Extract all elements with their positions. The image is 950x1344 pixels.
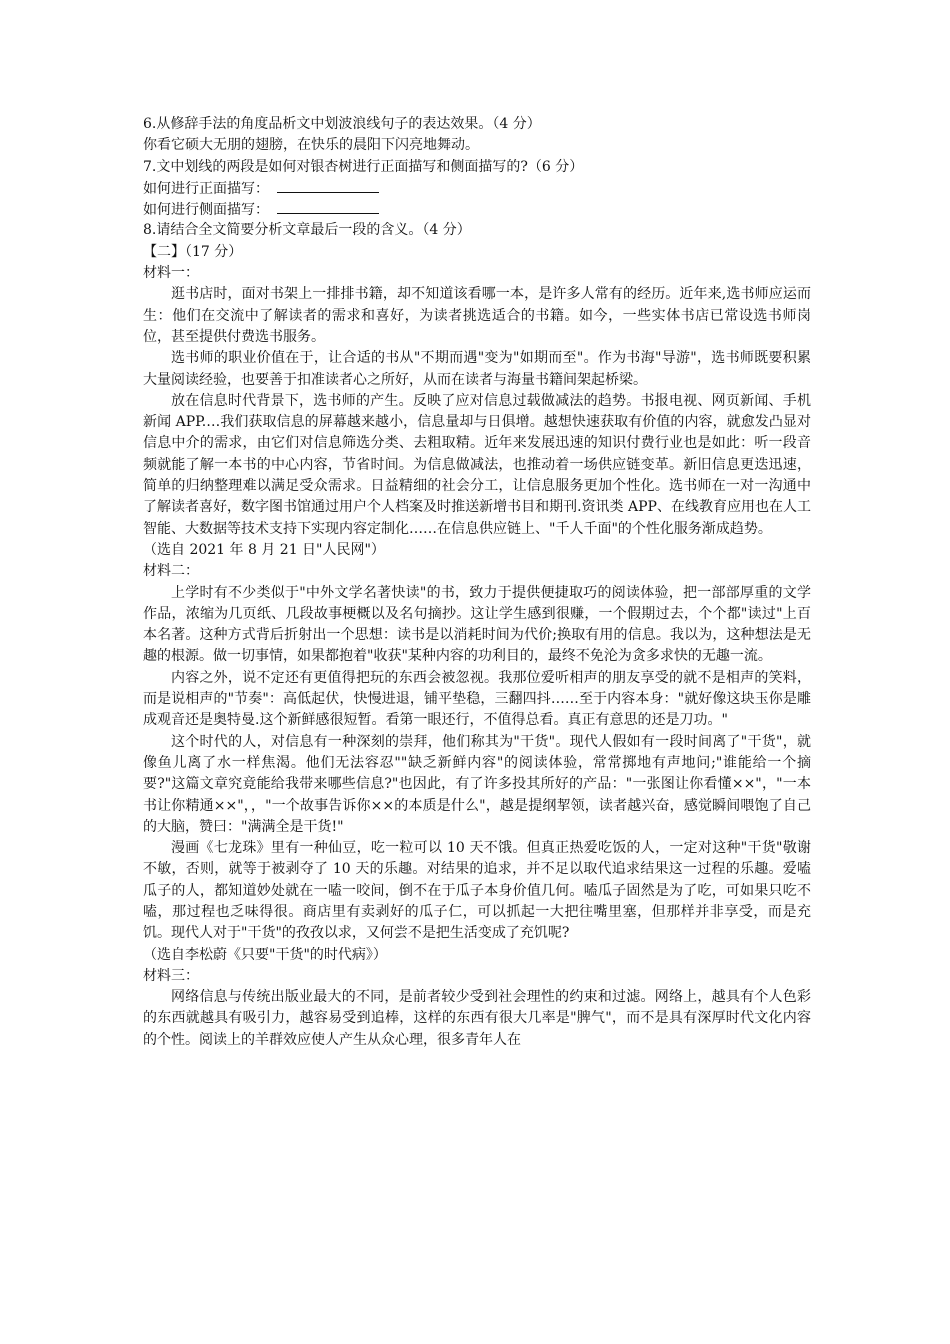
question-7-front-label: 如何进行正面描写： [143,180,269,197]
question-7: 7.文中划线的两段是如何对银杏树进行正面描写和侧面描写的?（6 分） [143,158,584,175]
material-2-paragraph: 这个时代的人，对信息有一种深刻的崇拜，他们称其为"干货"。现代人假如有一段时间离了"干货"，就像鱼儿离了水一样焦渴。他们无法容忍""缺乏新鲜内容"的阅读体验，常常掷地有声地问;"谁能给一个摘要?"这篇文章究竟能给我带来哪些信息?"也因此，有了许多投其所好的产品："一张图让你看懂××"，"一本书让你精通××"，，"一个故事告诉你××的本质是什么"，越是提纲挈领，读者越兴奋，感觉瞬间喂饱了自己的大脑，赞曰："满满全是干货!" [143,733,811,835]
section-header: 【二】（17 分） [143,243,243,260]
material-1-paragraph: 逛书店时，面对书架上一排排书籍，却不知道该看哪一本，是许多人常有的经历。近年来,选书师应运而生：他们在交流中了解读者的需求和喜好，为读者挑选适合的书籍。如今，一些实体书店已常设选书师岗位，甚至提供付费选书服务。 [143,286,811,345]
question-6: 6.从修辞手法的角度品析文中划波浪线句子的表达效果。（4 分） [143,116,541,132]
material-1-paragraph: 选书师的职业价值在于，让合适的书从"不期而遇"变为"如期而至"。作为书海"导游"，选书师既要积累大量阅读经验，也要善于扣准读者心之所好，从而在读者与海量书籍间架起桥梁。 [143,350,811,388]
material-1-source: （选自 2021 年 8 月 21 日"人民网"） [143,541,385,558]
question-7-side-label: 如何进行侧面描写： [143,202,269,219]
answer-blank-side[interactable] [277,199,379,214]
material-1-paragraph: 放在信息时代背景下，选书师的产生。反映了应对信息过载做减法的趋势。书报电视、网页新闻、手机新闻 APP.…我们获取信息的屏幕越来越小，信息量却与日俱增。越想快速获取有价值的内容，就愈发凸显对信息中介的需求，由它们对信息筛选分类、去粗取精。近年来发展迅速的知识付费行业也是如此：听一段音频就能了解一本书的中心内容，节省时间。为信息做减法，也推动着一场供应链变革。新旧信息更迭迅速，简单的归纳整理难以满足受众需求。日益精细的社会分工，让信息服务更加个性化。选书师在一对一沟通中了解读者喜好，数字图书馆通过用户个人档案及时推送新增书目和期刊.资讯类 APP、在线教育应用也在人工智能、大数据等技术支持下实现内容定制化……在信息供应链上、"千人千面"的个性化服务渐成趋势。 [143,392,811,537]
material-2-paragraph: 内容之外，说不定还有更值得把玩的东西会被忽视。我那位爱听相声的朋友享受的就不是相声的笑料，而是说相声的"节奏"：高低起伏，快慢进退，铺平垫稳，三翻四抖……至于内容本身："就好像这块玉你是雕成观音还是奥特曼.这个新鲜感很短暂。看第一眼还行，不值得总看。真正有意思的还是刀功。" [143,669,811,729]
answer-blank-front[interactable] [277,178,379,193]
material-3-paragraph: 网络信息与传统出版业最大的不同，是前者较少受到社会理性的约束和过滤。网络上，越具有个人色彩的东西就越具有吸引力，越容易受到追棒，这样的东西有很大几率是"脾气"，而不是具有深厚时代文化内容的个性。阅读上的羊群效应使人产生从众心理，很多青年人在 [143,989,811,1048]
document-page [143,114,811,1051]
material-1-title: 材料一： [143,265,199,282]
question-8: 8.请结合全文简要分析文章最后一段的含义。（4 分） [143,222,471,239]
material-2-paragraph: 漫画《七龙珠》里有一种仙豆，吃一粒可以 10 天不饿。但真正热爱吃饭的人，一定对这种"干货"敬谢不敏，否则，就等于被剥夺了 10 天的乐趣。对结果的追求，并不足以取代追求结果这一过程的乐趣。爱嗑瓜子的人，都知道妙处就在一嗑一咬间，倒不在于瓜子本身价值几何。嗑瓜子固然是为了吃，可如果只吃不嗑，那过程也乏味得很。商店里有卖剥好的瓜子仁，可以抓起一大把往嘴里塞，但那样并非享受，而是充饥。现代人对于"干货"的孜孜以求，又何尝不是把生活变成了充饥呢? [143,840,811,942]
question-7-front-row [143,178,811,199]
question-7-side-row [143,199,811,220]
material-2-source: （选自李松蔚《只要"干货"的时代病》） [143,946,387,963]
material-2-paragraph: 上学时有不少类似于"中外文学名著快读"的书，致力于提供便捷取巧的阅读体验，把一部部厚重的文学作品，浓缩为几页纸、几段故事梗概以及名句摘抄。这让学生感到很赚，一个假期过去，个个都"读过"上百本名著。这种方式背后折射出一个思想：读书是以消耗时间为代价;换取有用的信息。我以为，这种想法是无趣的根源。做一切事情，如果都抱着"收获"某种内容的功利目的，最终不免沦为贪多求快的无趣一流。 [143,584,811,665]
material-3-title: 材料三： [143,967,199,984]
material-2-title: 材料二： [143,563,199,580]
question-6-sentence: 你看它硕大无朋的翅膀，在快乐的晨阳下闪亮地舞动。 [143,137,479,154]
